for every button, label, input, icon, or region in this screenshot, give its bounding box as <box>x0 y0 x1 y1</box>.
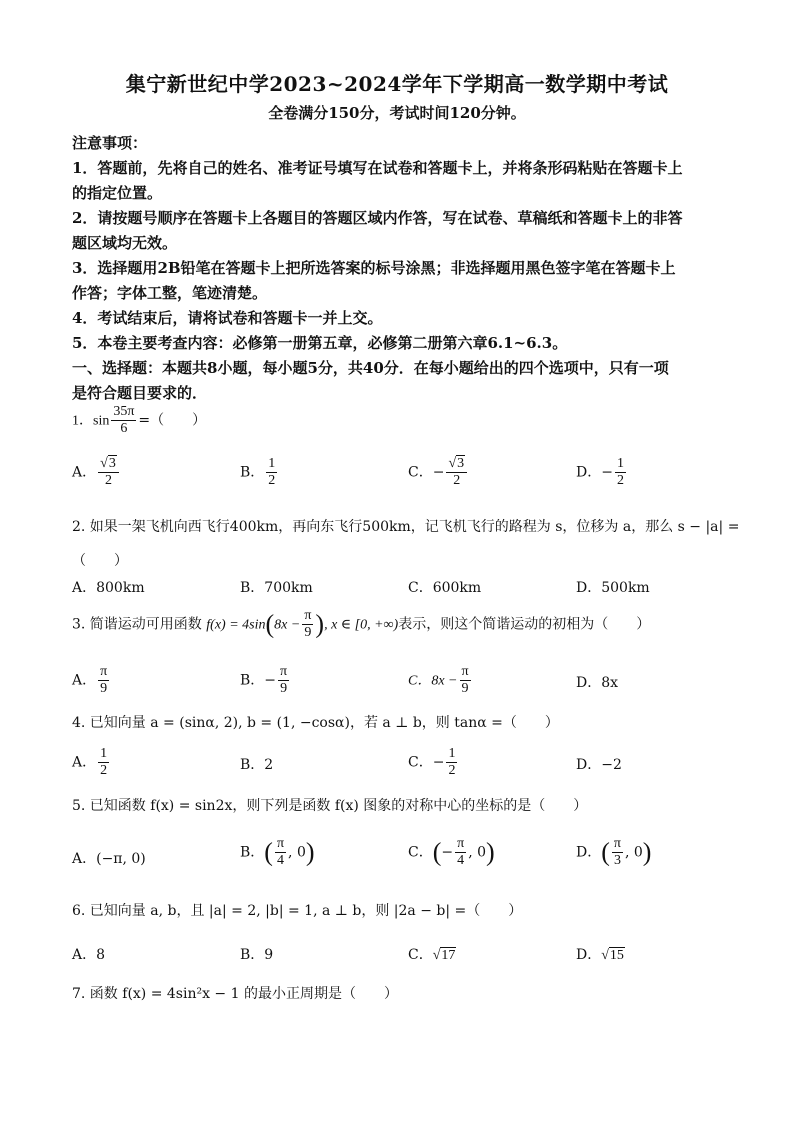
notice-heading: 注意事项： <box>72 134 148 152</box>
q4-a-value <box>98 746 109 779</box>
q3-b-num: π <box>280 664 288 679</box>
q3-c-num: π <box>461 664 469 679</box>
q4-c-label: C．− <box>408 754 445 771</box>
notice-line-1: 1．答题前，先将自己的姓名、准考证号填写在试卷和答题卡上，并将条形码粘贴在答题卡上 <box>72 159 683 177</box>
q6-c-radicand: 17 <box>441 948 456 963</box>
q1-d-num: 1 <box>616 456 624 471</box>
q6-option-c: C．√17 <box>408 947 456 963</box>
q3-prefix: 3. 简谐运动可用函数 <box>72 616 202 633</box>
q6-option-a: A．8 <box>72 947 106 963</box>
q4-c-num: 1 <box>448 746 456 761</box>
q1-d-den: 2 <box>616 473 624 488</box>
notice-line-2: 的指定位置。 <box>72 184 163 202</box>
q4-option-b: B．2 <box>240 757 274 773</box>
q5-b-value <box>275 836 286 869</box>
q1-b-label: B． <box>240 464 265 481</box>
q5-d-open: ( <box>601 837 610 867</box>
q6-c-label: C． <box>408 947 433 963</box>
q4-a-den: 2 <box>100 763 108 778</box>
q1-frac-den: 6 <box>120 421 128 436</box>
notice-line-5: 3．选择题用2B铅笔在答题卡上把所选答案的标号涂黑；非选择题用黑色签字笔在答题卡上 <box>72 259 676 277</box>
q3-close-paren: ) <box>315 609 325 639</box>
q1-c-radicand: 3 <box>457 456 465 471</box>
q5-b-close: ) <box>305 837 315 867</box>
notice-line-7: 4．考试结束后，请将试卷和答题卡一并上交。 <box>72 309 383 327</box>
q3-option-c <box>408 664 473 697</box>
q6-d-label: D． <box>576 947 602 963</box>
q4-c-den: 2 <box>448 763 456 778</box>
q5-option-c: C．(− $\frac{\pi}{4}$ , 0) <box>408 836 495 868</box>
q5-d-label: D． <box>576 844 602 861</box>
q5-c-label: C． <box>408 844 433 861</box>
q3-domain: , x ∈ [0, +∞) <box>324 617 399 633</box>
q1-fraction <box>111 404 136 437</box>
q5-c-close: ) <box>486 837 495 867</box>
q3-fraction <box>302 608 313 641</box>
exam-title: 集宁新世纪中学2023~2024学年下学期高一数学期中考试 <box>125 72 669 96</box>
question-2: 2. 如果一架飞机向西飞行400km，再向东飞行500km，记飞机飞行的路程为 s，位移为 a，那么 s − |a| = <box>72 519 740 535</box>
q3-b-label: B．− <box>240 672 277 689</box>
q2-option-b: B．700km <box>240 580 313 596</box>
q1-option-d <box>576 456 628 489</box>
q5-b-num: π <box>276 836 285 851</box>
question-7: 7. 函数 f(x) = 4sin²x − 1 的最小正周期是（ ） <box>72 986 398 1002</box>
q3-c-label: C．8x − <box>408 673 458 689</box>
q6-option-b: B．9 <box>240 947 274 963</box>
notice-line-4: 题区域均无效。 <box>72 234 178 252</box>
q2-option-d: D．500km <box>576 580 650 596</box>
section1-line-2: 是符合题目要求的． <box>72 384 208 402</box>
q1-a-den: 2 <box>104 473 112 488</box>
q5-d-value <box>612 836 623 869</box>
question-1 <box>72 404 724 437</box>
q3-frac-den: 9 <box>304 625 312 640</box>
q5-b-den: 4 <box>277 853 284 868</box>
q3-a-label: A． <box>72 672 97 689</box>
q1-c-label: C．− <box>408 464 445 481</box>
q1-b-value <box>266 456 277 489</box>
q3-a-value <box>98 664 109 697</box>
q5-option-a: A．(−π, 0) <box>72 851 146 867</box>
q3-function: f(x) = 4sin <box>206 617 266 633</box>
q1-suffix: =（ ） <box>138 412 207 429</box>
q5-b-open: ( <box>264 837 273 867</box>
q3-a-num: π <box>100 664 108 679</box>
q2-option-c: C．600km <box>408 580 482 596</box>
section1-line-1: 一、选择题：本题共8小题，每小题5分，共40分．在每小题给出的四个选项中，只有一项 <box>72 359 669 377</box>
q1-a-label: A． <box>72 464 97 481</box>
notice-line-6: 作答；字体工整，笔迹清楚。 <box>72 284 268 302</box>
q4-option-d: D．−2 <box>576 757 622 773</box>
q5-c-open: ( <box>432 837 442 867</box>
question-3 <box>72 608 724 641</box>
q5-c-num: π <box>457 836 465 851</box>
q6-d-radicand: 15 <box>609 948 624 963</box>
notice-line-8: 5．本卷主要考查内容：必修第一册第五章，必修第二册第六章6.1~6.3。 <box>72 334 568 352</box>
q1-c-value: $\frac{√3}{2}$ <box>446 456 467 489</box>
q5-d-den: 3 <box>613 853 621 868</box>
q4-option-c <box>408 746 459 779</box>
q1-b-num: 1 <box>268 456 276 471</box>
q5-c-den: 4 <box>457 853 465 868</box>
q3-c-den: 9 <box>461 681 469 696</box>
q4-a-num: 1 <box>100 746 108 761</box>
q3-b-value <box>278 664 289 697</box>
q1-option-a <box>72 456 121 489</box>
q4-option-a <box>72 746 111 779</box>
q3-suffix: 表示，则这个简谐运动的初相为（ ） <box>398 616 651 633</box>
q5-c-value <box>455 836 466 869</box>
q3-option-d: D．8x <box>576 675 619 691</box>
q1-a-radicand: 3 <box>108 456 116 471</box>
q2-option-a: A．800km <box>72 580 145 596</box>
q1-option-b <box>240 456 279 489</box>
q5-c-tail: , 0 <box>468 844 487 861</box>
q3-a-den: 9 <box>100 681 108 696</box>
q3-frac-num: π <box>304 608 312 623</box>
q3-b-den: 9 <box>280 681 288 696</box>
q5-b-tail: , 0 <box>288 844 306 861</box>
q4-a-label: A． <box>72 754 97 771</box>
q5-d-tail: , 0 <box>624 844 643 861</box>
q3-open-paren: ( <box>265 609 275 639</box>
q5-option-b <box>240 836 315 869</box>
q3-option-a <box>72 664 111 697</box>
q1-c-den: 2 <box>453 473 461 488</box>
q5-d-num: π <box>613 836 621 851</box>
q3-option-b <box>240 664 291 697</box>
q2-blank: （ ） <box>72 553 128 569</box>
q1-option-c <box>408 456 469 489</box>
q1-a-value: $\frac{√3}{2}$ <box>98 456 119 489</box>
notice-line-3: 2．请按题号顺序在答题卡上各题目的答题区域内作答，写在试卷、草稿纸和答题卡上的非答 <box>72 209 683 227</box>
question-5: 5. 已知函数 f(x) = sin2x，则下列是函数 f(x) 图象的对称中心的坐标的是（ ） <box>72 798 588 814</box>
q5-b-label: B． <box>240 844 265 861</box>
q1-d-value <box>615 456 626 489</box>
question-6: 6. 已知向量 a, b，且 |a| = 2, |b| = 1, a ⊥ b，则 |2a − b| =（ ） <box>72 903 523 919</box>
q3-c-value <box>460 664 471 697</box>
q1-d-label: D．− <box>576 464 613 481</box>
q1-frac-num: 35π <box>113 404 135 419</box>
q3-inner: 8x − <box>274 617 301 633</box>
q4-c-value <box>446 746 457 779</box>
exam-subtitle: 全卷满分150分，考试时间120分钟。 <box>268 104 526 122</box>
q6-option-d: D．√15 <box>576 947 624 963</box>
q5-d-close: ) <box>642 837 652 867</box>
q5-option-d <box>576 836 651 869</box>
q1-b-den: 2 <box>268 473 276 488</box>
question-4: 4. 已知向量 a = (sinα, 2), b = (1, −cosα)，若 a ⊥ b，则 tanα =（ ） <box>72 715 559 731</box>
q1-prefix: 1．sin <box>72 413 110 429</box>
